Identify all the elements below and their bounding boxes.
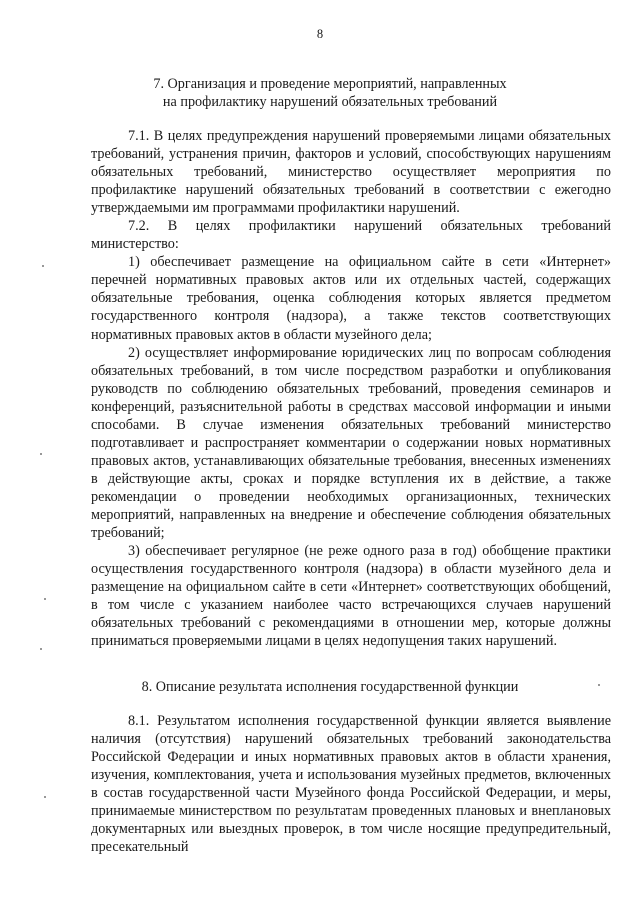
section-8-body	[91, 712, 611, 856]
paragraph-7-2: 7.2. В целях профилактики нарушений обязательных требований министерство:	[91, 218, 611, 253]
paragraph-7-1: 7.1. В целях предупреждения нарушений проверяемыми лицами обязательных требований, устранения причин, факторов и условий, способствующих нарушениям обязательных требований, министерство осуществляет мероприятия по профилактике нарушений обязательных требований в соответствии с ежегодно утверждаемыми им программами профилактики нарушений.	[91, 128, 611, 217]
scan-speck	[40, 453, 42, 455]
paragraph-7-2-item-1: 1) обеспечивает размещение на официальном сайте в сети «Интернет» перечней нормативных правовых актов или их отдельных частей, содержащих обязательные требования, оценка соблюдения которых является предметом государственного контроля (надзора), а также текстов соответствующих нормативных правовых актов в области музейного дела;	[91, 254, 611, 343]
paragraph-7-2-item-3: 3) обеспечивает регулярное (не реже одного раза в год) обобщение практики осуществления государственного контроля (надзора) в области музейного дела и размещение на официальном сайте в сети «Интернет» соответствующих обобщений, в том числе с указанием наиболее часто встречающихся случаев нарушений обязательных требований с рекомендациями в отношении мер, которые должны приниматься проверяемыми лицами в целях недопущения таких нарушений.	[91, 543, 611, 650]
section-7-heading-line-1: 7. Организация и проведение мероприятий, направленных	[153, 76, 507, 92]
scan-speck	[42, 265, 44, 267]
scan-speck	[44, 796, 46, 798]
paragraph-8-1: 8.1. Результатом исполнения государственной функции является выявление наличия (отсутствия) нарушений обязательных требований законодательства Российской Федерации и иных нормативных правовых актов в области хранения, изучения, комплектования, учета и использования музейных предметов, включенных в состав государственной части Музейного фонда Российской Федерации, и меры, принимаемые министерством по результатам проведенных плановых и внеплановых документарных или выездных проверок, в том числе носящие предупредительный, пресекательный	[91, 713, 611, 856]
scan-speck	[40, 648, 42, 650]
section-8-heading: 8. Описание результата исполнения государственной функции	[141, 679, 519, 695]
section-7-heading	[60, 75, 600, 111]
section-7-body	[91, 127, 611, 650]
scan-speck	[44, 598, 46, 600]
section-7-heading-line-2: на профилактику нарушений обязательных требований	[162, 94, 498, 110]
scan-speck	[598, 684, 600, 686]
page-number: 8	[316, 27, 324, 41]
paragraph-7-2-item-2: 2) осуществляет информирование юридических лиц по вопросам соблюдения обязательных требований, в том числе посредством разработки и опубликования руководств по соблюдению обязательных требований, проведения семинаров и конференций, разъяснительной работы в средствах массовой информации и иными способами. В случае изменения обязательных требований министерство подготавливает и распространяет комментарии о содержании новых нормативных правовых актов, устанавливающих обязательные требования, внесенных изменениях в действующие акты, сроках и порядке вступления их в действие, а также рекомендации о проведении необходимых организационных, технических мероприятий, направленных на внедрение и обеспечение соблюдения обязательных требований;	[91, 344, 611, 542]
